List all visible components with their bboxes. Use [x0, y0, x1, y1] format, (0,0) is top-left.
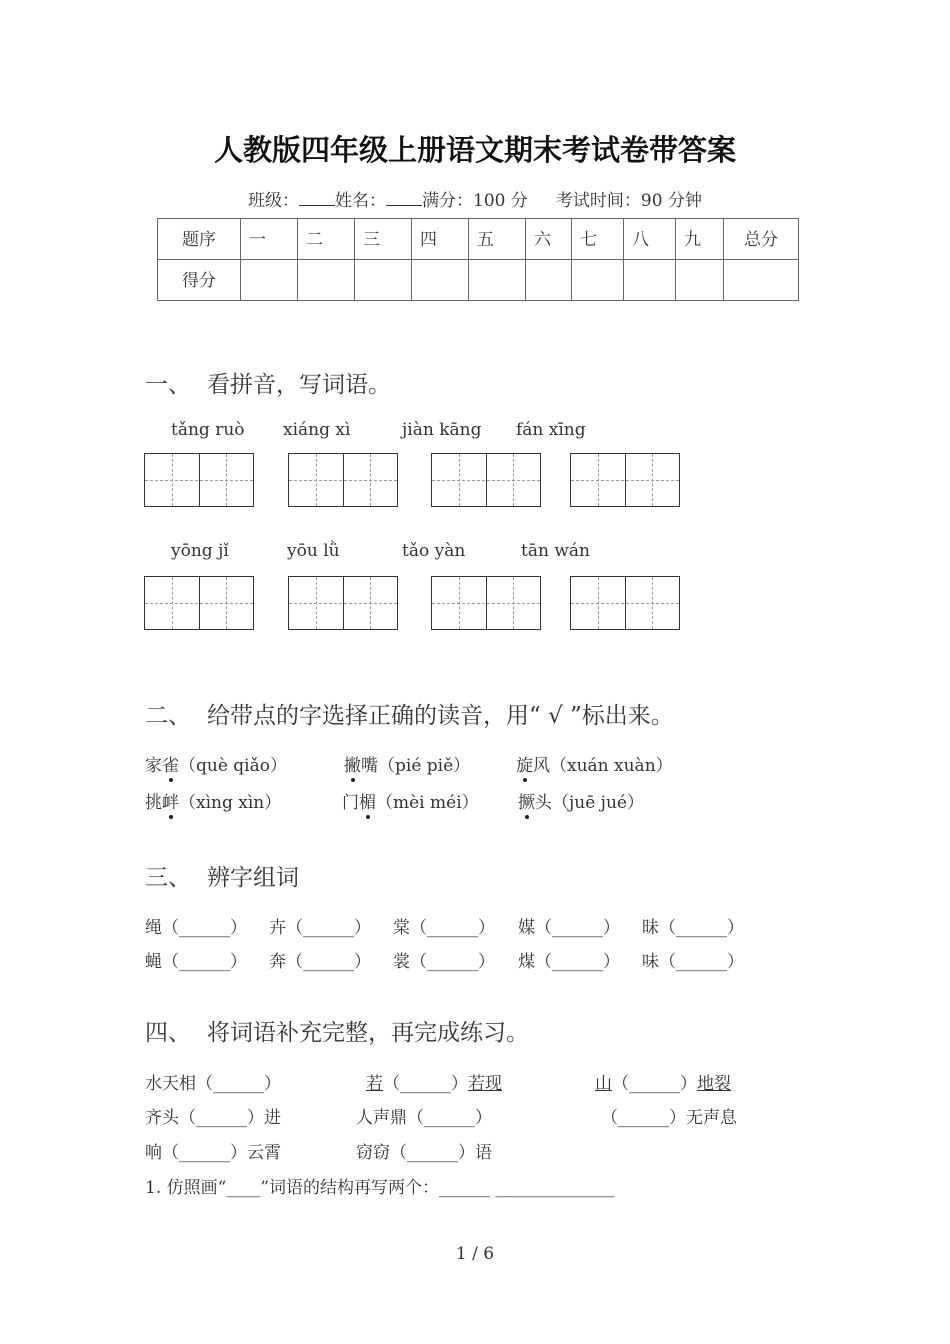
score-cell[interactable]	[298, 260, 355, 301]
header-cell: 六	[526, 219, 572, 260]
pronunciation-item[interactable]: 家雀（què qiǎo）	[145, 756, 287, 776]
header-cell: 八	[624, 219, 676, 260]
score-table-header-row	[158, 219, 799, 260]
idiom-blank[interactable]: 水天相（______）	[145, 1074, 281, 1094]
pinyin: yōng jǐ	[171, 541, 229, 561]
score-cell[interactable]	[241, 260, 298, 301]
writing-grid[interactable]	[288, 453, 398, 507]
pinyin-options: （xuán xuàn）	[550, 756, 673, 776]
idiom-blank[interactable]: （______）无声息	[601, 1108, 737, 1128]
pinyin: tān wán	[521, 541, 590, 561]
writing-grid[interactable]	[570, 453, 680, 507]
header-cell: 三	[355, 219, 412, 260]
full-score: 满分：100 分	[422, 191, 528, 211]
word-blank[interactable]: 绳（______）	[145, 918, 247, 938]
question-1[interactable]: 1. 仿照画“____”词语的结构再写两个：______ ______________	[145, 1178, 615, 1198]
idiom-blank[interactable]: 响（______）云霄	[145, 1143, 281, 1163]
pinyin: yōu lǜ	[287, 541, 340, 561]
idiom-blank[interactable]: 齐头（______）进	[145, 1108, 281, 1128]
word-blank[interactable]: 昧（______）	[642, 918, 744, 938]
page-title: 人教版四年级上册语文期末考试卷带答案	[213, 133, 736, 167]
section3-title: 辨字组词	[207, 865, 299, 891]
writing-grid[interactable]	[144, 453, 254, 507]
section4-heading	[145, 1014, 529, 1047]
section1-number: 一、	[145, 372, 191, 398]
pinyin: fán xīng	[516, 420, 586, 440]
section2-title: 给带点的字选择正确的读音，用“ √ ”标出来。	[207, 703, 674, 729]
pinyin: xiáng xì	[283, 420, 351, 440]
name-blank[interactable]	[386, 191, 422, 206]
pinyin-options: （xìng xìn）	[179, 793, 282, 813]
pinyin: tǎo yàn	[402, 541, 466, 561]
writing-grid[interactable]	[570, 576, 680, 630]
pronunciation-item[interactable]: 挑衅（xìng xìn）	[145, 793, 282, 813]
pinyin: tǎng ruò	[171, 420, 245, 440]
score-cell[interactable]	[624, 260, 676, 301]
class-blank[interactable]	[299, 191, 335, 206]
header-cell: 九	[676, 219, 724, 260]
section2-heading	[145, 697, 674, 730]
dotted-char: 楣	[359, 793, 376, 813]
writing-grid[interactable]	[144, 576, 254, 630]
writing-grid[interactable]	[431, 576, 541, 630]
class-label: 班级：	[248, 191, 300, 211]
section3-heading	[145, 859, 299, 892]
header-cell: 二	[298, 219, 355, 260]
score-cell[interactable]	[526, 260, 572, 301]
word-blank[interactable]: 卉（______）	[269, 918, 371, 938]
writing-grid[interactable]	[431, 453, 541, 507]
pinyin: jiàn kāng	[402, 420, 482, 440]
dotted-char: 旋	[516, 756, 533, 776]
dotted-char: 衅	[162, 793, 179, 813]
section1-title: 看拼音，写词语。	[207, 372, 391, 398]
word-blank[interactable]: 棠（______）	[393, 918, 495, 938]
header-cell: 五	[469, 219, 526, 260]
section4-title: 将词语补充完整，再完成练习。	[207, 1020, 529, 1046]
section2-number: 二、	[145, 703, 191, 729]
score-table-score-row	[158, 260, 799, 301]
score-table	[157, 218, 799, 301]
score-cell[interactable]	[469, 260, 526, 301]
pronunciation-item[interactable]: 旋风（xuán xuàn）	[516, 756, 673, 776]
score-cell[interactable]	[676, 260, 724, 301]
section3-number: 三、	[145, 865, 191, 891]
score-cell[interactable]	[572, 260, 624, 301]
pinyin-options: （juē jué）	[552, 793, 644, 813]
word-blank[interactable]: 媒（______）	[518, 918, 620, 938]
exam-time: 考试时间：90 分钟	[555, 191, 702, 211]
pinyin-options: （mèi méi）	[376, 793, 479, 813]
header-cell: 总分	[724, 219, 799, 260]
word-blank[interactable]: 奔（______）	[269, 952, 371, 972]
score-cell[interactable]	[724, 260, 799, 301]
dotted-char: 雀	[162, 756, 179, 776]
section1-heading	[145, 366, 391, 399]
section4-number: 四、	[145, 1020, 191, 1046]
name-label: 姓名：	[335, 191, 387, 211]
word-blank[interactable]: 裳（______）	[393, 952, 495, 972]
pronunciation-item[interactable]: 撇嘴（pié piě）	[344, 756, 471, 776]
writing-grid[interactable]	[288, 576, 398, 630]
idiom-blank[interactable]: 若（______）若现	[366, 1074, 502, 1094]
score-cell[interactable]	[412, 260, 469, 301]
exam-info	[0, 186, 950, 211]
pronunciation-item[interactable]: 撅头（juē jué）	[518, 793, 644, 813]
page-number: 1 / 6	[455, 1244, 495, 1264]
word-blank[interactable]: 味（______）	[642, 952, 744, 972]
dotted-char: 撇	[344, 756, 361, 776]
word-blank[interactable]: 蝇（______）	[145, 952, 247, 972]
header-cell: 七	[572, 219, 624, 260]
header-cell: 题序	[158, 219, 241, 260]
idiom-blank[interactable]: 窃窃（______）语	[356, 1143, 492, 1163]
pronunciation-item[interactable]: 门楣（mèi méi）	[342, 793, 479, 813]
header-cell: 四	[412, 219, 469, 260]
idiom-blank[interactable]: 人声鼎（______）	[356, 1108, 492, 1128]
idiom-blank[interactable]: 山（______）地裂	[595, 1074, 731, 1094]
word-blank[interactable]: 煤（______）	[518, 952, 620, 972]
score-row-label: 得分	[158, 260, 241, 301]
dotted-char: 撅	[518, 793, 535, 813]
pinyin-options: （pié piě）	[378, 756, 471, 776]
score-cell[interactable]	[355, 260, 412, 301]
pinyin-options: （què qiǎo）	[179, 756, 287, 776]
header-cell: 一	[241, 219, 298, 260]
